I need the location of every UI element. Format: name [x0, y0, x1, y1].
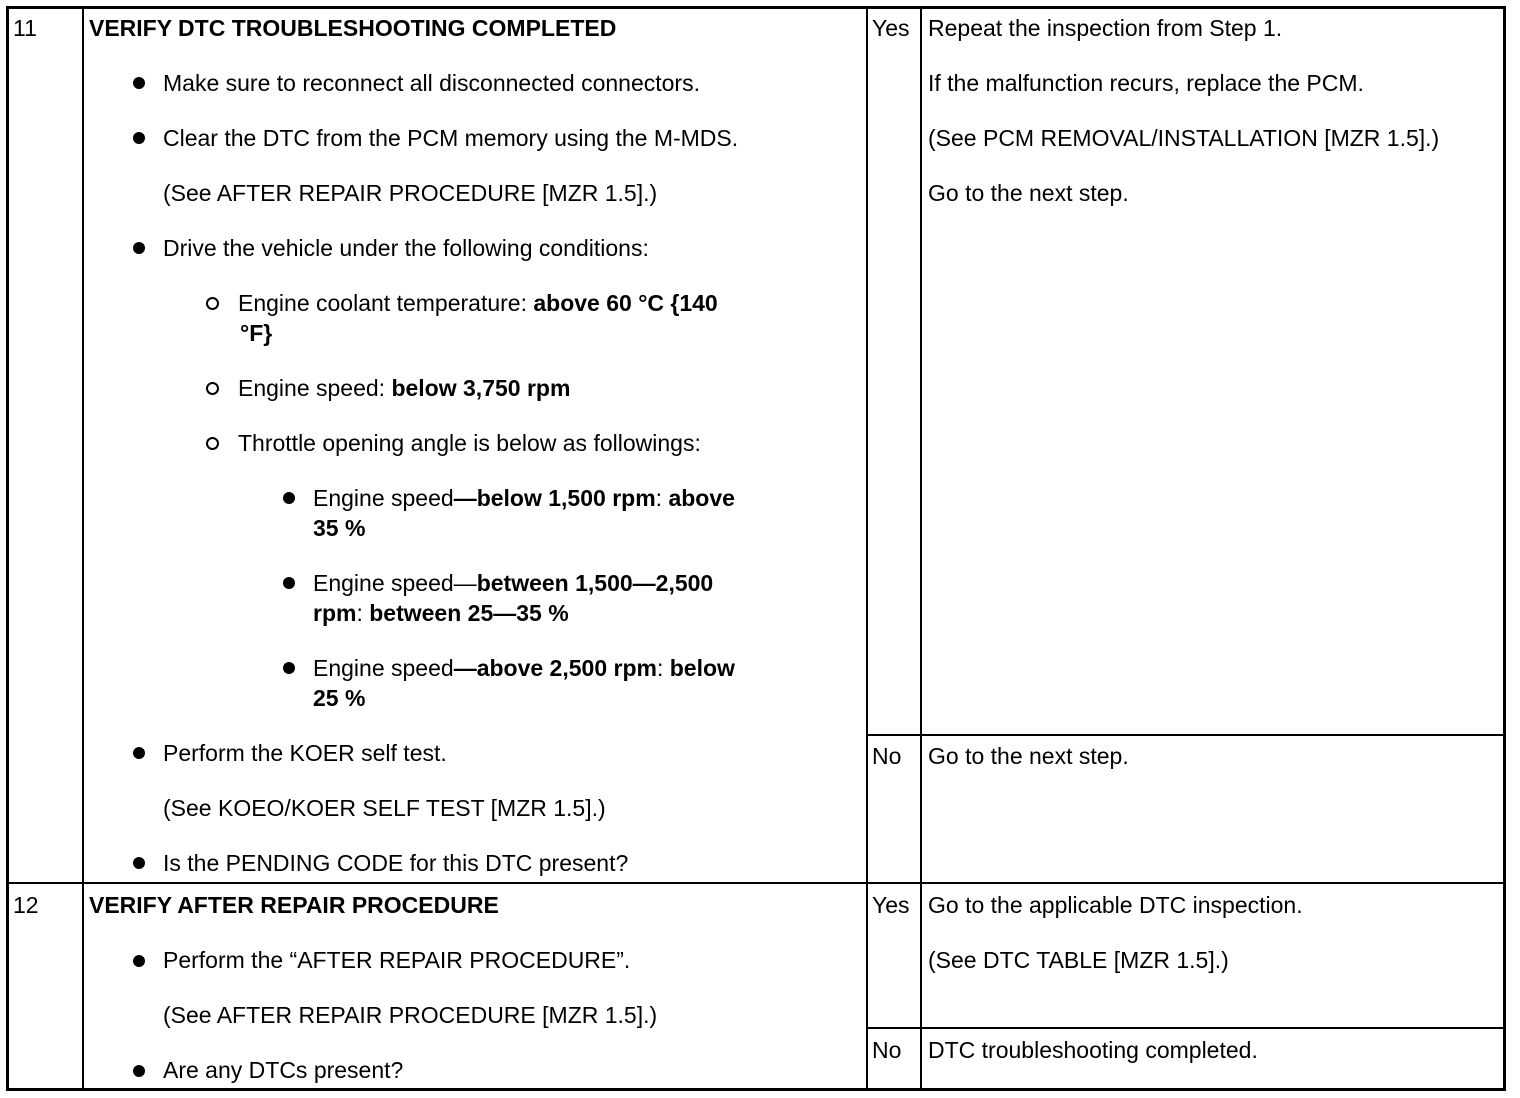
- bullet-icon: [133, 242, 145, 254]
- instruction: Drive the vehicle under the following conditions:: [163, 235, 649, 261]
- yes-action: If the malfunction recurs, replace the PCM.: [928, 70, 1364, 96]
- bullet-icon: [133, 77, 145, 89]
- question: Are any DTCs present?: [163, 1057, 404, 1083]
- condition-throttle: Throttle opening angle is below as followings:: [238, 430, 701, 456]
- step-title: VERIFY DTC TROUBLESHOOTING COMPLETED: [89, 15, 617, 41]
- question: Is the PENDING CODE for this DTC present?: [163, 850, 629, 876]
- step-number: 12: [13, 892, 39, 918]
- yes-action: Go to the next step.: [928, 180, 1129, 206]
- yes-label: Yes: [872, 892, 910, 918]
- procedure-table: [6, 6, 1506, 1091]
- row-divider: [866, 1027, 1506, 1029]
- bullet-icon: [283, 577, 295, 589]
- no-label: No: [872, 743, 902, 769]
- no-action: DTC troubleshooting completed.: [928, 1037, 1258, 1063]
- instruction: Make sure to reconnect all disconnected connectors.: [163, 70, 700, 96]
- condition-speed: Engine speed: below 3,750 rpm: [238, 375, 571, 401]
- row-divider: [866, 734, 1506, 736]
- column-divider: [82, 6, 84, 1091]
- condition-coolant-cont: °F}: [240, 320, 273, 346]
- bullet-icon: [283, 662, 295, 674]
- step-number: 11: [13, 15, 37, 41]
- throttle-condition-3: Engine speed—above 2,500 rpm: below: [313, 655, 735, 681]
- throttle-condition-1: Engine speed—below 1,500 rpm: above: [313, 485, 735, 511]
- bullet-icon: [133, 1065, 145, 1077]
- instruction: Perform the KOER self test.: [163, 740, 447, 766]
- throttle-condition-1-cont: 35 %: [313, 515, 366, 541]
- bullet-icon: [133, 857, 145, 869]
- instruction: Clear the DTC from the PCM memory using the M-MDS.: [163, 125, 739, 151]
- bullet-icon: [133, 955, 145, 967]
- column-divider: [866, 6, 868, 1091]
- throttle-condition-2-cont: rpm: between 25—35 %: [313, 600, 569, 626]
- bullet-icon: [133, 132, 145, 144]
- yes-action: Repeat the inspection from Step 1.: [928, 15, 1283, 41]
- instruction: Perform the “AFTER REPAIR PROCEDURE”.: [163, 947, 631, 973]
- yes-action: Go to the applicable DTC inspection.: [928, 892, 1303, 918]
- column-divider: [920, 6, 922, 1091]
- no-action: Go to the next step.: [928, 743, 1129, 769]
- yes-action: (See PCM REMOVAL/INSTALLATION [MZR 1.5].): [928, 125, 1440, 151]
- no-label: No: [872, 1037, 902, 1063]
- sub-bullet-icon: [206, 437, 219, 450]
- throttle-condition-2: Engine speed—between 1,500—2,500: [313, 570, 714, 596]
- row-divider: [6, 882, 1506, 884]
- throttle-condition-3-cont: 25 %: [313, 685, 366, 711]
- step-title: VERIFY AFTER REPAIR PROCEDURE: [89, 892, 499, 918]
- yes-action: (See DTC TABLE [MZR 1.5].): [928, 947, 1229, 973]
- reference-note: (See KOEO/KOER SELF TEST [MZR 1.5].): [163, 795, 606, 821]
- sub-bullet-icon: [206, 297, 219, 310]
- condition-coolant: Engine coolant temperature: above 60 °C {140: [238, 290, 718, 316]
- yes-label: Yes: [872, 15, 910, 41]
- bullet-icon: [133, 747, 145, 759]
- reference-note: (See AFTER REPAIR PROCEDURE [MZR 1.5].): [163, 180, 658, 206]
- reference-note: (See AFTER REPAIR PROCEDURE [MZR 1.5].): [163, 1002, 658, 1028]
- sub-bullet-icon: [206, 382, 219, 395]
- bullet-icon: [283, 492, 295, 504]
